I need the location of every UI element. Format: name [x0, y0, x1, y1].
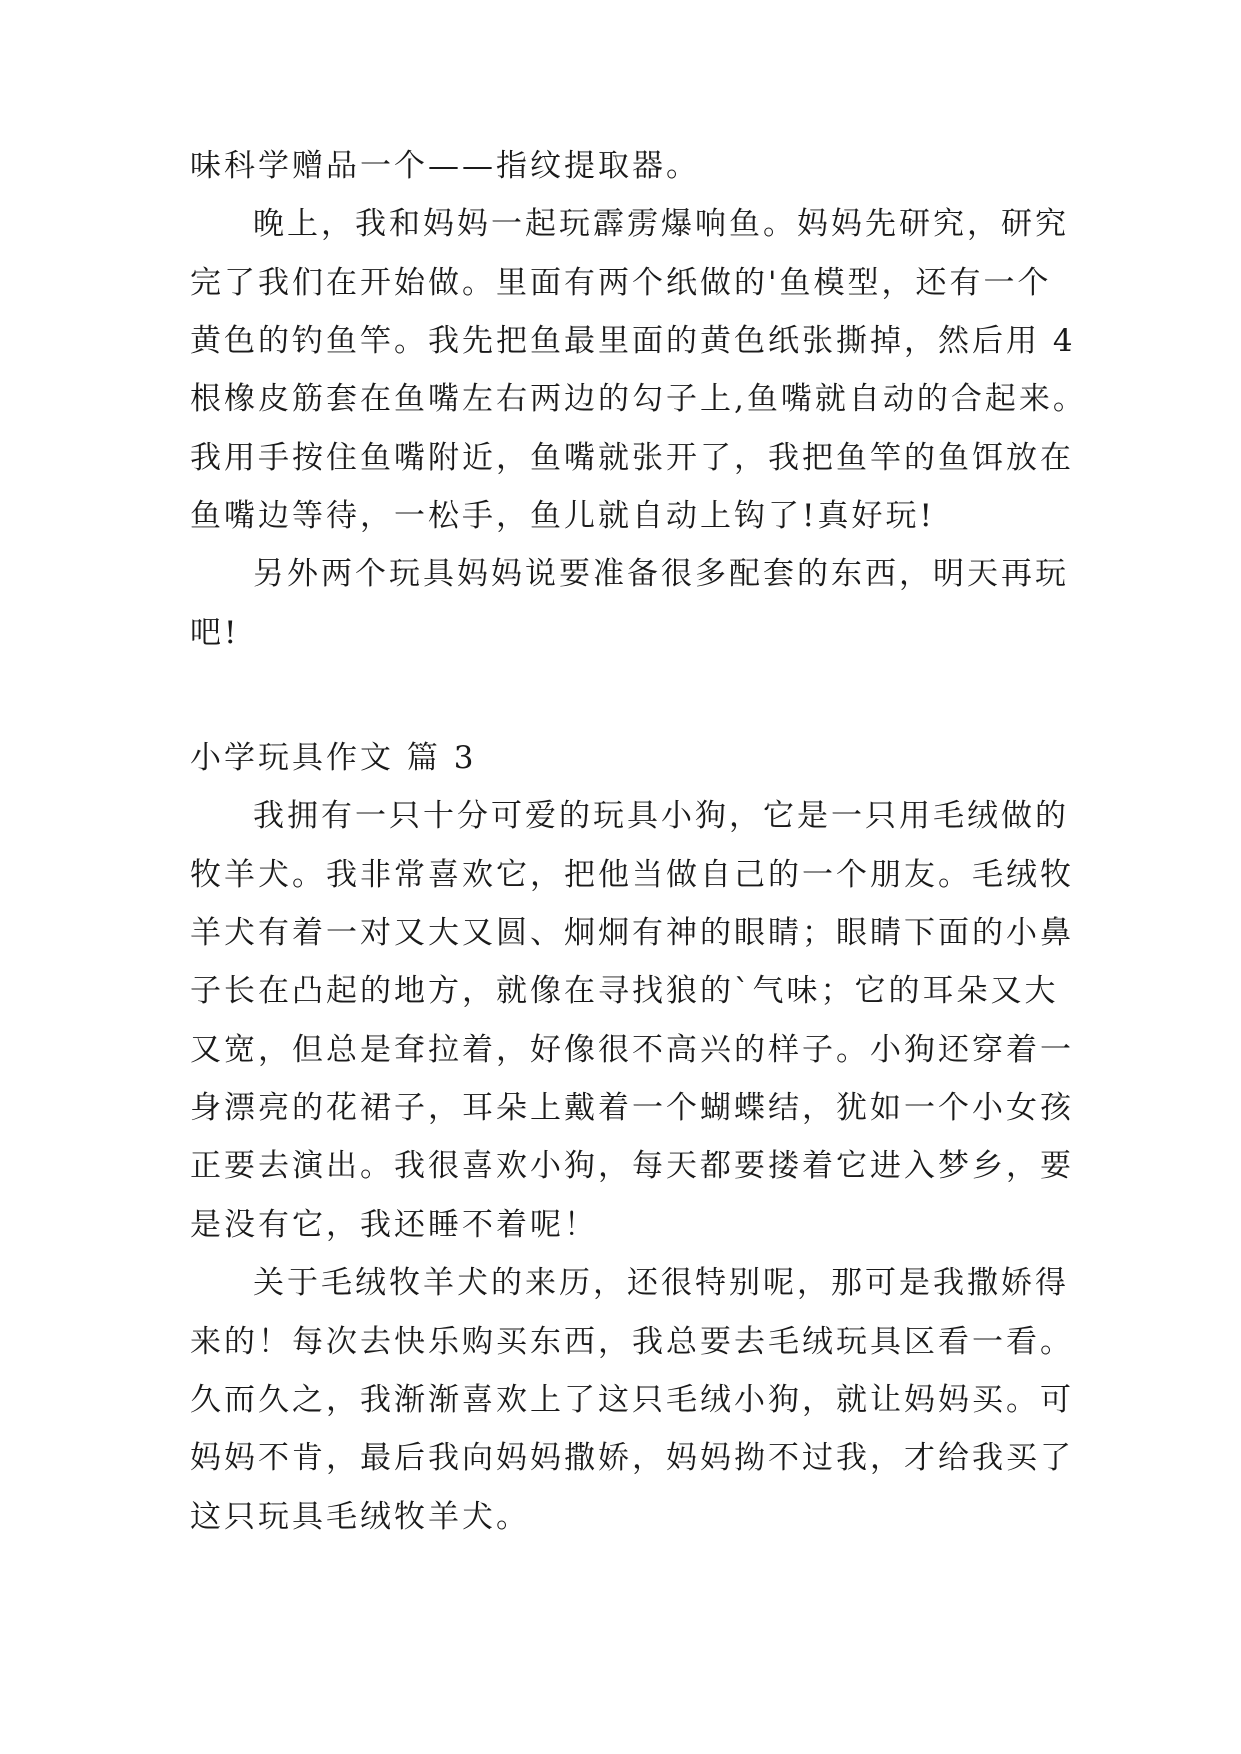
- paragraph-line: 完了我们在开始做。里面有两个纸做的'鱼模型，还有一个: [190, 265, 1052, 301]
- section-heading: 小学玩具作文 篇 3: [190, 740, 477, 776]
- paragraph-line: 鱼嘴边等待，一松手，鱼儿就自动上钩了!真好玩!: [190, 498, 935, 534]
- paragraph-line: 子长在凸起的地方，就像在寻找狼的`气味；它的耳朵又大: [190, 973, 1059, 1009]
- paragraph-line: 我用手按住鱼嘴附近，鱼嘴就张开了，我把鱼竿的鱼饵放在: [190, 440, 1074, 476]
- paragraph-line: 是没有它，我还睡不着呢！: [190, 1207, 598, 1243]
- paragraph-line: 吧!: [190, 615, 240, 651]
- paragraph-line: 黄色的钓鱼竿。我先把鱼最里面的黄色纸张撕掉，然后用 4: [190, 323, 1076, 359]
- paragraph-line: 羊犬有着一对又大又圆、炯炯有神的眼睛；眼睛下面的小鼻: [190, 915, 1074, 951]
- paragraph-line: 这只玩具毛绒牧羊犬。: [190, 1499, 530, 1535]
- paragraph-line: 根橡皮筋套在鱼嘴左右两边的勾子上,鱼嘴就自动的合起来。: [190, 381, 1087, 417]
- paragraph-line: 又宽，但总是耷拉着，好像很不高兴的样子。小狗还穿着一: [190, 1032, 1074, 1068]
- paragraph-line: 关于毛绒牧羊犬的来历，还很特别呢，那可是我撒娇得: [253, 1265, 1069, 1301]
- paragraph-line: 来的！每次去快乐购买东西，我总要去毛绒玩具区看一看。: [190, 1324, 1074, 1360]
- paragraph-line: 正要去演出。我很喜欢小狗，每天都要搂着它进入梦乡，要: [190, 1148, 1074, 1184]
- paragraph-line: 牧羊犬。我非常喜欢它，把他当做自己的一个朋友。毛绒牧: [190, 857, 1074, 893]
- paragraph-line: 味科学赠品一个——指纹提取器。: [190, 148, 700, 184]
- paragraph-line: 妈妈不肯，最后我向妈妈撒娇，妈妈拗不过我，才给我买了: [190, 1440, 1074, 1476]
- paragraph-line: 我拥有一只十分可爱的玩具小狗，它是一只用毛绒做的: [253, 798, 1069, 834]
- paragraph-line: 久而久之，我渐渐喜欢上了这只毛绒小狗，就让妈妈买。可: [190, 1382, 1074, 1418]
- paragraph-line: 另外两个玩具妈妈说要准备很多配套的东西，明天再玩: [253, 556, 1069, 592]
- paragraph-line: 晚上，我和妈妈一起玩霹雳爆响鱼。妈妈先研究，研究: [253, 206, 1069, 242]
- paragraph-line: 身漂亮的花裙子，耳朵上戴着一个蝴蝶结，犹如一个小女孩: [190, 1090, 1074, 1126]
